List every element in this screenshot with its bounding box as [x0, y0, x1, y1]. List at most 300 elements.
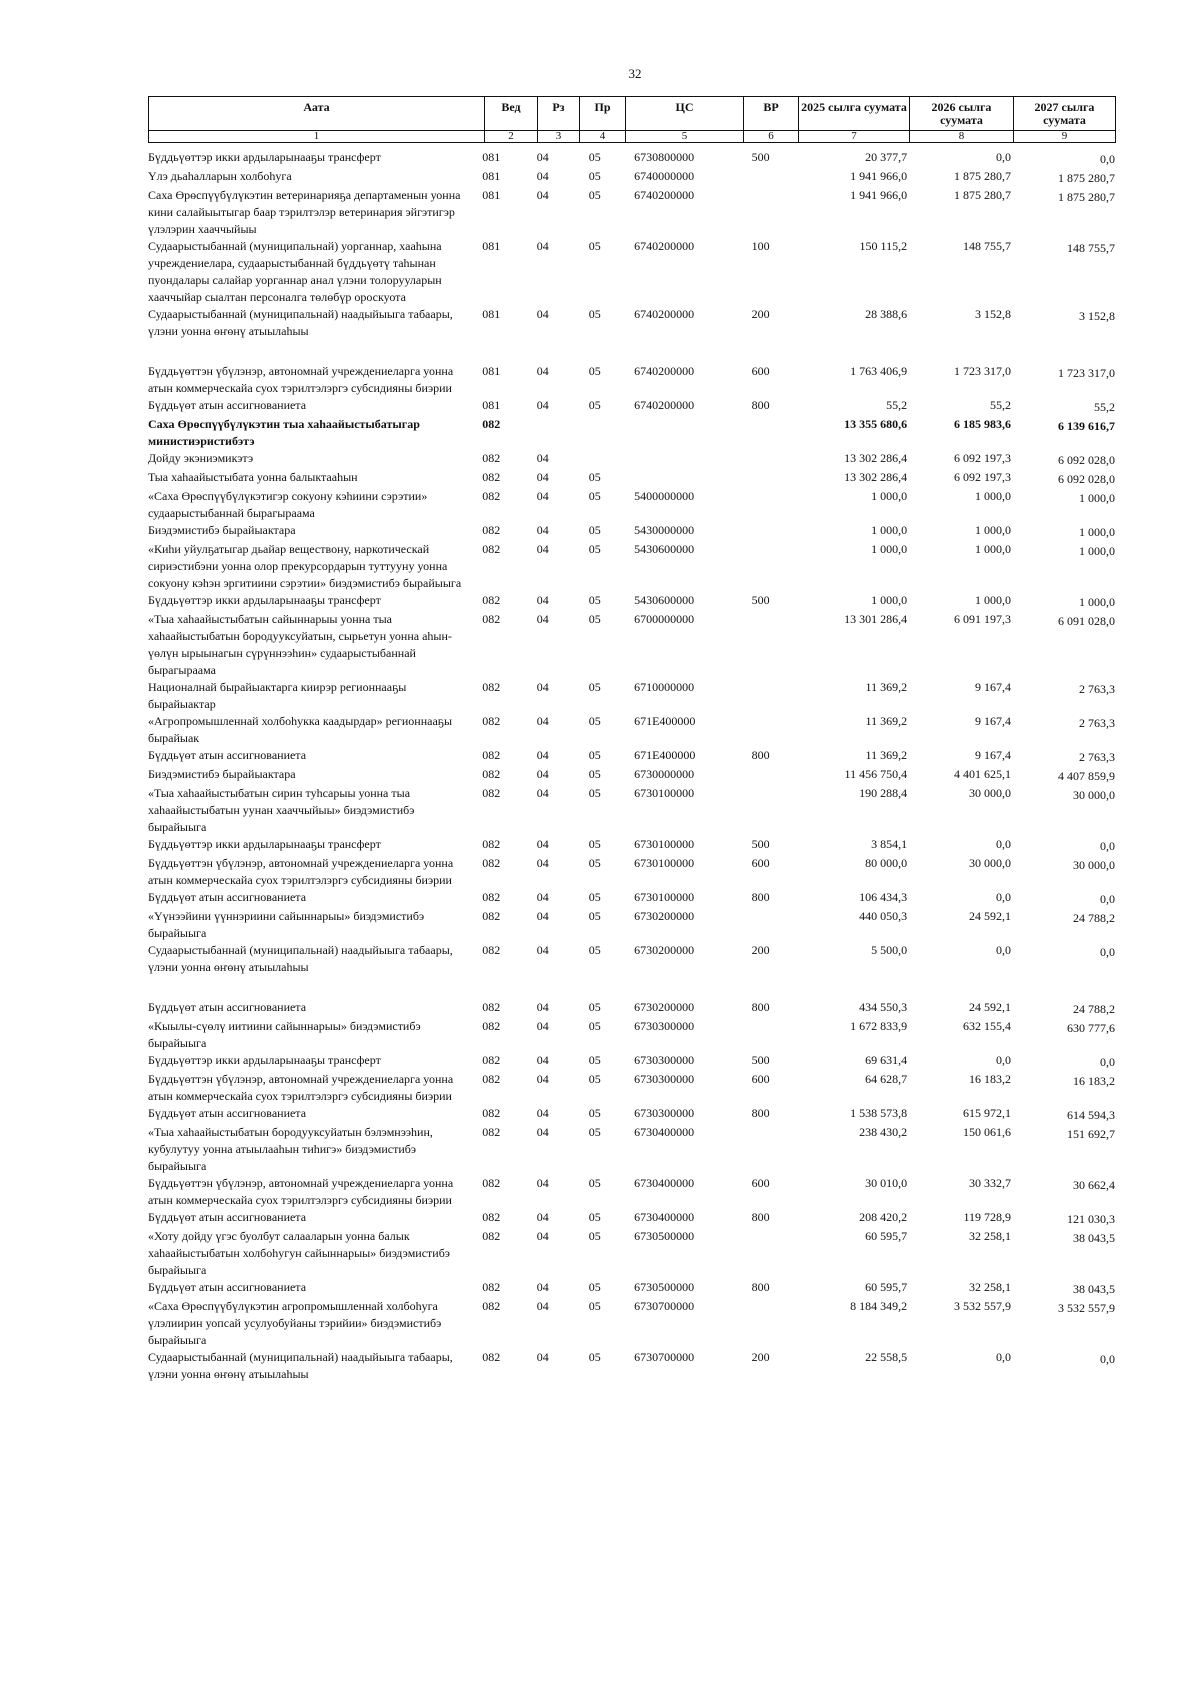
row-amount-2025: 20 377,7 — [865, 150, 908, 164]
row-amount-2025: 13 302 286,4 — [844, 470, 908, 484]
row-rz: 04 — [536, 593, 549, 607]
table-row — [148, 713, 1115, 747]
table-row — [148, 942, 1115, 999]
row-rz: 04 — [536, 1229, 549, 1243]
row-ved: 082 — [482, 1125, 501, 1139]
table-row — [148, 1175, 1115, 1209]
row-vr — [744, 1298, 795, 1349]
row-ved: 082 — [482, 837, 501, 851]
header-pr: Пр — [580, 97, 626, 131]
row-cs: 6730400000 — [634, 1125, 695, 1139]
row-amount-2026: 1 000,0 — [975, 593, 1012, 607]
row-name: Бүддьүөт атын ассигнованиета — [148, 1000, 307, 1014]
row-vr — [744, 469, 795, 488]
row-cs: 6730500000 — [634, 1280, 695, 1294]
row-ved: 082 — [482, 909, 501, 923]
row-vr — [744, 416, 795, 450]
row-ved: 081 — [482, 307, 501, 321]
row-pr: 05 — [588, 188, 601, 202]
table-row — [148, 488, 1115, 522]
row-amount-2026: 3 532 557,9 — [954, 1299, 1012, 1313]
row-cs: 6730400000 — [634, 1176, 695, 1190]
row-cs: 5430600000 — [634, 542, 695, 556]
row-cs: 6710000000 — [634, 680, 695, 694]
row-vr: 800 — [751, 1000, 770, 1014]
row-cs: 6730700000 — [634, 1350, 695, 1364]
row-ved: 082 — [482, 612, 501, 626]
table-row — [148, 1298, 1115, 1349]
row-pr: 05 — [588, 837, 601, 851]
row-amount-2027: 148 755,7 — [1066, 241, 1115, 255]
header-num: 2 — [485, 131, 538, 143]
row-vr — [744, 766, 795, 785]
row-cs: 6730700000 — [634, 1299, 695, 1313]
row-pr: 05 — [588, 489, 601, 503]
row-amount-2025: 434 550,3 — [859, 1000, 908, 1014]
row-cs: 6730300000 — [634, 1019, 695, 1033]
row-amount-2025: 11 369,2 — [865, 714, 908, 728]
row-pr: 05 — [588, 523, 601, 537]
row-amount-2027: 630 777,6 — [1066, 1021, 1115, 1035]
row-name: «Тыа хаһаайыстыбатын бородууксуйатын бэлэмнээһин, кубулутуу уонна атыылааһын тиһигэ» биэдэмистибэ бырайыыга — [148, 1125, 433, 1173]
row-pr: 05 — [588, 1176, 601, 1190]
row-vr — [744, 679, 795, 713]
row-amount-2026: 0,0 — [996, 890, 1012, 904]
table-row — [148, 766, 1115, 785]
row-ved: 082 — [482, 1299, 501, 1313]
row-amount-2027: 30 662,4 — [1072, 1178, 1115, 1192]
row-name: Бүддьүөт атын ассигнованиета — [148, 890, 307, 904]
row-cs: 6730300000 — [634, 1106, 695, 1120]
row-name: Бүддьүөттэн үбүлэнэр, автономнай учреждениеларга уонна атын коммерческайа суох тэрилтэлэргэ субсидияны биэрии — [148, 364, 454, 395]
row-rz: 04 — [536, 489, 549, 503]
page-number: 32 — [628, 66, 642, 81]
row-pr: 05 — [588, 1125, 601, 1139]
row-pr: 05 — [588, 1072, 601, 1086]
header-vr: ВР — [744, 97, 799, 131]
row-pr: 05 — [588, 1350, 601, 1364]
row-rz: 04 — [536, 398, 549, 412]
header-num: 8 — [910, 131, 1014, 143]
row-amount-2027: 0,0 — [1099, 892, 1115, 906]
row-amount-2027: 0,0 — [1099, 1352, 1115, 1366]
row-pr: 05 — [588, 364, 601, 378]
row-vr — [744, 187, 795, 238]
row-rz: 04 — [536, 523, 549, 537]
row-amount-2026: 55,2 — [990, 398, 1012, 412]
header-cs: ЦС — [626, 97, 744, 131]
row-name: Бүддьүөттэн үбүлэнэр, автономнай учреждениеларга уонна атын коммерческайа суох тэрилтэлэргэ субсидияны биэрии — [148, 856, 454, 887]
row-amount-2025: 11 456 750,4 — [844, 767, 908, 781]
row-amount-2027: 614 594,3 — [1066, 1108, 1115, 1122]
row-vr: 800 — [751, 1106, 770, 1120]
row-pr: 05 — [588, 307, 601, 321]
row-pr — [581, 416, 628, 450]
row-name: «Тыа хаһаайыстыбатын сирин туһсарыы уонна тыа хаһаайыстыбатын уунан хааччыйыы» биэдэмистибэ бырайыыга — [148, 786, 415, 834]
row-amount-2025: 150 115,2 — [859, 239, 908, 253]
row-name: Бүддьүөт атын ассигнованиета — [148, 1106, 307, 1120]
row-rz: 04 — [536, 1019, 549, 1033]
table-row — [148, 363, 1115, 397]
row-cs: 6740200000 — [634, 364, 695, 378]
row-amount-2027: 1 875 280,7 — [1057, 190, 1115, 204]
header-name: Аата — [149, 97, 485, 131]
row-amount-2027: 3 532 557,9 — [1057, 1301, 1115, 1315]
row-cs — [628, 469, 744, 488]
row-pr: 05 — [588, 943, 601, 957]
row-amount-2027: 38 043,5 — [1072, 1231, 1115, 1245]
row-pr: 05 — [588, 714, 601, 728]
header-num: 7 — [799, 131, 910, 143]
row-amount-2025: 60 595,7 — [865, 1229, 908, 1243]
row-amount-2027: 1 000,0 — [1078, 525, 1115, 539]
row-amount-2026: 0,0 — [996, 150, 1012, 164]
row-name: «Киһи уйулҕатыгар дьайар веществону, наркотическай сириэстибэни уонна олор прекурсордарын туттууну уонна сокуону кэһэн эргитиини сэрэтии» биэдэмистибэ бырайыыга — [148, 542, 462, 590]
row-amount-2027: 3 152,8 — [1078, 309, 1115, 323]
table-row — [148, 908, 1115, 942]
row-rz: 04 — [536, 1299, 549, 1313]
row-pr: 05 — [588, 1229, 601, 1243]
row-rz: 04 — [536, 169, 549, 183]
row-pr — [581, 450, 628, 469]
row-ved: 082 — [482, 1176, 501, 1190]
row-amount-2026: 1 875 280,7 — [954, 188, 1012, 202]
row-cs: 6730300000 — [634, 1072, 695, 1086]
row-vr: 200 — [751, 943, 770, 957]
header-num: 9 — [1014, 131, 1116, 143]
row-cs: 6730500000 — [634, 1229, 695, 1243]
row-amount-2025: 13 301 286,4 — [844, 612, 908, 626]
row-amount-2025: 55,2 — [886, 398, 908, 412]
table-row — [148, 889, 1115, 908]
row-amount-2027: 2 763,3 — [1078, 682, 1115, 696]
row-vr: 500 — [751, 837, 770, 851]
header-num: 4 — [580, 131, 626, 143]
row-amount-2027: 0,0 — [1099, 1055, 1115, 1069]
row-amount-2026: 9 167,4 — [975, 748, 1012, 762]
table-body — [148, 149, 1115, 1383]
row-rz: 04 — [536, 767, 549, 781]
row-ved: 082 — [482, 1053, 501, 1067]
row-pr: 05 — [588, 1299, 601, 1313]
row-vr: 800 — [751, 748, 770, 762]
row-name: Бүддьүөттэр икки ардыларынааҕы трансферт — [148, 593, 381, 607]
row-vr: 500 — [751, 150, 770, 164]
row-ved: 082 — [482, 714, 501, 728]
table-row — [148, 1279, 1115, 1298]
row-pr: 05 — [588, 748, 601, 762]
row-vr — [744, 785, 795, 836]
row-pr: 05 — [588, 856, 601, 870]
row-vr — [744, 541, 795, 592]
row-name: Үлэ дьаһалларын холбоһуга — [148, 169, 292, 183]
table-row — [148, 1071, 1115, 1105]
row-amount-2027: 1 000,0 — [1078, 595, 1115, 609]
row-ved: 082 — [482, 786, 501, 800]
row-amount-2025: 13 302 286,4 — [844, 451, 908, 465]
row-amount-2026: 9 167,4 — [975, 714, 1012, 728]
row-pr: 05 — [588, 593, 601, 607]
row-name: Бүддьүөттэр икки ардыларынааҕы трансферт — [148, 1053, 381, 1067]
row-amount-2026: 1 000,0 — [975, 489, 1012, 503]
row-rz: 04 — [536, 1106, 549, 1120]
row-ved: 082 — [482, 856, 501, 870]
row-amount-2027: 0,0 — [1099, 839, 1115, 853]
row-amount-2027: 30 000,0 — [1072, 788, 1115, 802]
table-row — [148, 592, 1115, 611]
row-pr: 05 — [588, 1000, 601, 1014]
row-cs: 5400000000 — [634, 489, 695, 503]
table-row — [148, 747, 1115, 766]
row-name: Дойду экэниэмикэтэ — [148, 451, 254, 465]
row-vr: 600 — [751, 1176, 770, 1190]
row-ved: 082 — [482, 890, 501, 904]
row-amount-2027: 1 723 317,0 — [1057, 366, 1115, 380]
row-pr: 05 — [588, 1280, 601, 1294]
header-2026: 2026 сылга суумата — [910, 97, 1014, 131]
header-ved: Вед — [485, 97, 538, 131]
row-amount-2025: 22 558,5 — [865, 1350, 908, 1364]
row-rz: 04 — [536, 1053, 549, 1067]
row-amount-2027: 38 043,5 — [1072, 1282, 1115, 1296]
row-rz: 04 — [536, 1125, 549, 1139]
row-amount-2026: 4 401 625,1 — [954, 767, 1012, 781]
row-pr: 05 — [588, 786, 601, 800]
row-ved: 082 — [482, 748, 501, 762]
row-ved: 082 — [482, 1229, 501, 1243]
row-ved: 081 — [482, 398, 501, 412]
row-amount-2025: 440 050,3 — [859, 909, 908, 923]
row-vr: 200 — [751, 307, 770, 321]
row-cs: 671E400000 — [634, 714, 696, 728]
row-amount-2026: 30 332,7 — [969, 1176, 1012, 1190]
row-amount-2027: 24 788,2 — [1072, 911, 1115, 925]
row-cs: 5430600000 — [634, 593, 695, 607]
row-amount-2025: 30 010,0 — [865, 1176, 908, 1190]
row-amount-2025: 1 000,0 — [871, 542, 908, 556]
row-amount-2025: 80 000,0 — [865, 856, 908, 870]
header-num: 1 — [149, 131, 485, 143]
row-amount-2026: 119 728,9 — [963, 1210, 1012, 1224]
row-amount-2027: 6 091 028,0 — [1057, 614, 1115, 628]
row-ved: 082 — [482, 1350, 501, 1364]
row-name: Бүддьүөттэр икки ардыларынааҕы трансферт — [148, 150, 381, 164]
row-rz: 04 — [536, 748, 549, 762]
row-cs: 5430000000 — [634, 523, 695, 537]
row-amount-2025: 64 628,7 — [865, 1072, 908, 1086]
row-amount-2026: 1 875 280,7 — [954, 169, 1012, 183]
row-rz: 04 — [536, 451, 549, 465]
row-amount-2025: 11 369,2 — [865, 748, 908, 762]
row-ved: 082 — [482, 1072, 501, 1086]
row-amount-2027: 6 139 616,7 — [1057, 419, 1115, 433]
row-rz: 04 — [536, 786, 549, 800]
row-amount-2025: 1 000,0 — [871, 489, 908, 503]
row-cs: 6730100000 — [634, 837, 695, 851]
row-amount-2026: 16 183,2 — [969, 1072, 1012, 1086]
row-vr — [744, 1018, 795, 1052]
row-name: «Хоту дойду үгэс буолбут салааларын уонна балык хаһаайыстыбатын холбоһугун сайыннарыы» биэдэмистибэ бырайыыга — [148, 1229, 450, 1277]
table-row — [148, 679, 1115, 713]
row-name: Судаарыстыбаннай (муниципальнай) уорганнар, хааһына учреждениелара, судаарыстыбаннай бүддьүөтү таһынан пуондалары салайар уорганнар анал үлэни толорууларын хааччыйар сыалтан персоналга төлөбүр ороскуота — [148, 239, 442, 304]
row-vr: 200 — [751, 1350, 770, 1364]
row-rz: 04 — [536, 856, 549, 870]
row-amount-2025: 69 631,4 — [865, 1053, 908, 1067]
row-cs: 671E400000 — [634, 748, 696, 762]
row-ved: 082 — [482, 489, 501, 503]
row-amount-2025: 5 500,0 — [871, 943, 908, 957]
row-name: Саха Өрөспүүбүлүкэтин тыа хаһаайыстыбатыгар министиэристибэтэ — [148, 417, 420, 448]
row-rz: 04 — [536, 680, 549, 694]
row-name: Бүддьүөт атын ассигнованиета — [148, 1280, 307, 1294]
table-row — [148, 187, 1115, 238]
table-row — [148, 855, 1115, 889]
row-pr: 05 — [588, 169, 601, 183]
row-ved: 082 — [482, 451, 501, 465]
row-cs: 6730100000 — [634, 890, 695, 904]
table-row — [148, 1105, 1115, 1124]
row-pr: 05 — [588, 542, 601, 556]
table-row — [148, 469, 1115, 488]
row-amount-2027: 55,2 — [1093, 400, 1115, 414]
row-amount-2027: 0,0 — [1099, 152, 1115, 166]
row-name: Судаарыстыбаннай (муниципальнай) наадыйыыга табаары, үлэни уонна өҥөнү атыылаһыы — [148, 307, 453, 338]
row-amount-2027: 2 763,3 — [1078, 750, 1115, 764]
row-vr — [744, 450, 795, 469]
row-ved: 082 — [482, 523, 501, 537]
header-num: 6 — [744, 131, 799, 143]
table-row — [148, 999, 1115, 1018]
row-amount-2026: 1 000,0 — [975, 542, 1012, 556]
row-amount-2027: 2 763,3 — [1078, 716, 1115, 730]
row-amount-2027: 1 000,0 — [1078, 544, 1115, 558]
row-rz: 04 — [536, 239, 549, 253]
table-row — [148, 450, 1115, 469]
row-name: Тыа хаһаайыстыбата уонна балыктааһын — [148, 470, 358, 484]
row-ved: 082 — [482, 1106, 501, 1120]
row-vr: 800 — [751, 1210, 770, 1224]
row-cs: 6730800000 — [634, 150, 695, 164]
row-name: Бүддьүөттэн үбүлэнэр, автономнай учреждениеларга уонна атын коммерческайа суох тэрилтэлэргэ субсидияны биэрии — [148, 1072, 454, 1103]
row-name: Бүддьүөттэн үбүлэнэр, автономнай учреждениеларга уонна атын коммерческайа суох тэрилтэлэргэ субсидияны биэрии — [148, 1176, 454, 1207]
row-ved: 082 — [482, 943, 501, 957]
row-name: Националнай бырайыактарга киирэр регионнааҕы бырайыактар — [148, 680, 407, 711]
row-cs — [628, 416, 744, 450]
row-name: «Саха Өрөспүүбүлүкэтигэр сокуону кэһиини сэрэтии» судаарыстыбаннай бырагыраама — [148, 489, 428, 520]
row-rz: 04 — [536, 1176, 549, 1190]
row-name: Бүддьүөттэр икки ардыларынааҕы трансферт — [148, 837, 381, 851]
row-rz: 04 — [536, 542, 549, 556]
row-amount-2026: 24 592,1 — [969, 1000, 1012, 1014]
table-row — [148, 1052, 1115, 1071]
row-rz: 04 — [536, 837, 549, 851]
row-vr: 800 — [751, 890, 770, 904]
row-rz: 04 — [536, 1072, 549, 1086]
row-rz: 04 — [536, 150, 549, 164]
row-amount-2025: 13 355 680,6 — [844, 417, 908, 431]
table-row — [148, 1124, 1115, 1175]
row-amount-2027: 24 788,2 — [1072, 1002, 1115, 1016]
row-amount-2026: 615 972,1 — [963, 1106, 1012, 1120]
table-row — [148, 522, 1115, 541]
row-vr: 500 — [751, 593, 770, 607]
row-amount-2026: 32 258,1 — [969, 1280, 1012, 1294]
row-cs: 6740000000 — [634, 169, 695, 183]
row-ved: 082 — [482, 593, 501, 607]
row-amount-2026: 6 185 983,6 — [954, 417, 1012, 431]
table-row — [148, 238, 1115, 306]
row-pr: 05 — [588, 909, 601, 923]
row-vr — [744, 168, 795, 187]
row-pr: 05 — [588, 612, 601, 626]
row-amount-2027: 30 000,0 — [1072, 858, 1115, 872]
row-rz: 04 — [536, 364, 549, 378]
row-rz: 04 — [536, 1350, 549, 1364]
header-num: 5 — [626, 131, 744, 143]
row-name: «Үүнээйини үүннэриини сайыннарыы» биэдэмистибэ бырайыыга — [148, 909, 425, 940]
table-row — [148, 1209, 1115, 1228]
row-rz: 04 — [536, 188, 549, 202]
header-2025: 2025 сылга суумата — [799, 97, 910, 131]
row-name: Бүддьүөт атын ассигнованиета — [148, 1210, 307, 1224]
row-amount-2027: 1 875 280,7 — [1057, 171, 1115, 185]
row-pr: 05 — [588, 1210, 601, 1224]
row-amount-2026: 32 258,1 — [969, 1229, 1012, 1243]
row-amount-2026: 1 723 317,0 — [954, 364, 1012, 378]
row-rz — [535, 416, 581, 450]
header-2027: 2027 сылга суумата — [1014, 97, 1116, 131]
row-amount-2026: 6 091 197,3 — [954, 612, 1012, 626]
row-cs — [628, 450, 744, 469]
row-vr — [744, 522, 795, 541]
row-amount-2027: 4 407 859,9 — [1057, 769, 1115, 783]
row-rz: 04 — [536, 1280, 549, 1294]
row-vr — [744, 611, 795, 679]
row-amount-2026: 30 000,0 — [969, 786, 1012, 800]
row-vr: 800 — [751, 398, 770, 412]
row-name: Бүддьүөт атын ассигнованиета — [148, 748, 307, 762]
row-amount-2026: 150 061,6 — [963, 1125, 1012, 1139]
row-rz: 04 — [536, 1000, 549, 1014]
row-rz: 04 — [536, 890, 549, 904]
row-amount-2026: 6 092 197,3 — [954, 451, 1012, 465]
row-cs: 6740200000 — [634, 188, 695, 202]
row-ved: 081 — [482, 169, 501, 183]
table-row — [148, 541, 1115, 592]
row-amount-2025: 1 000,0 — [871, 523, 908, 537]
row-cs: 6730400000 — [634, 1210, 695, 1224]
row-vr — [744, 488, 795, 522]
row-cs: 6730000000 — [634, 767, 695, 781]
row-cs: 6740200000 — [634, 239, 695, 253]
row-pr: 05 — [588, 398, 601, 412]
row-rz: 04 — [536, 943, 549, 957]
row-vr: 800 — [751, 1280, 770, 1294]
table-row — [148, 836, 1115, 855]
row-ved: 082 — [482, 1000, 501, 1014]
row-ved: 082 — [482, 767, 501, 781]
row-amount-2026: 3 152,8 — [975, 307, 1012, 321]
row-amount-2026: 0,0 — [996, 943, 1012, 957]
row-ved: 082 — [482, 470, 501, 484]
row-amount-2025: 1 941 966,0 — [850, 169, 908, 183]
row-amount-2025: 238 430,2 — [859, 1125, 908, 1139]
table-row — [148, 416, 1115, 450]
row-vr — [744, 1228, 795, 1279]
row-amount-2026: 24 592,1 — [969, 909, 1012, 923]
row-name: Бүддьүөт атын ассигнованиета — [148, 398, 307, 412]
row-vr: 500 — [751, 1053, 770, 1067]
